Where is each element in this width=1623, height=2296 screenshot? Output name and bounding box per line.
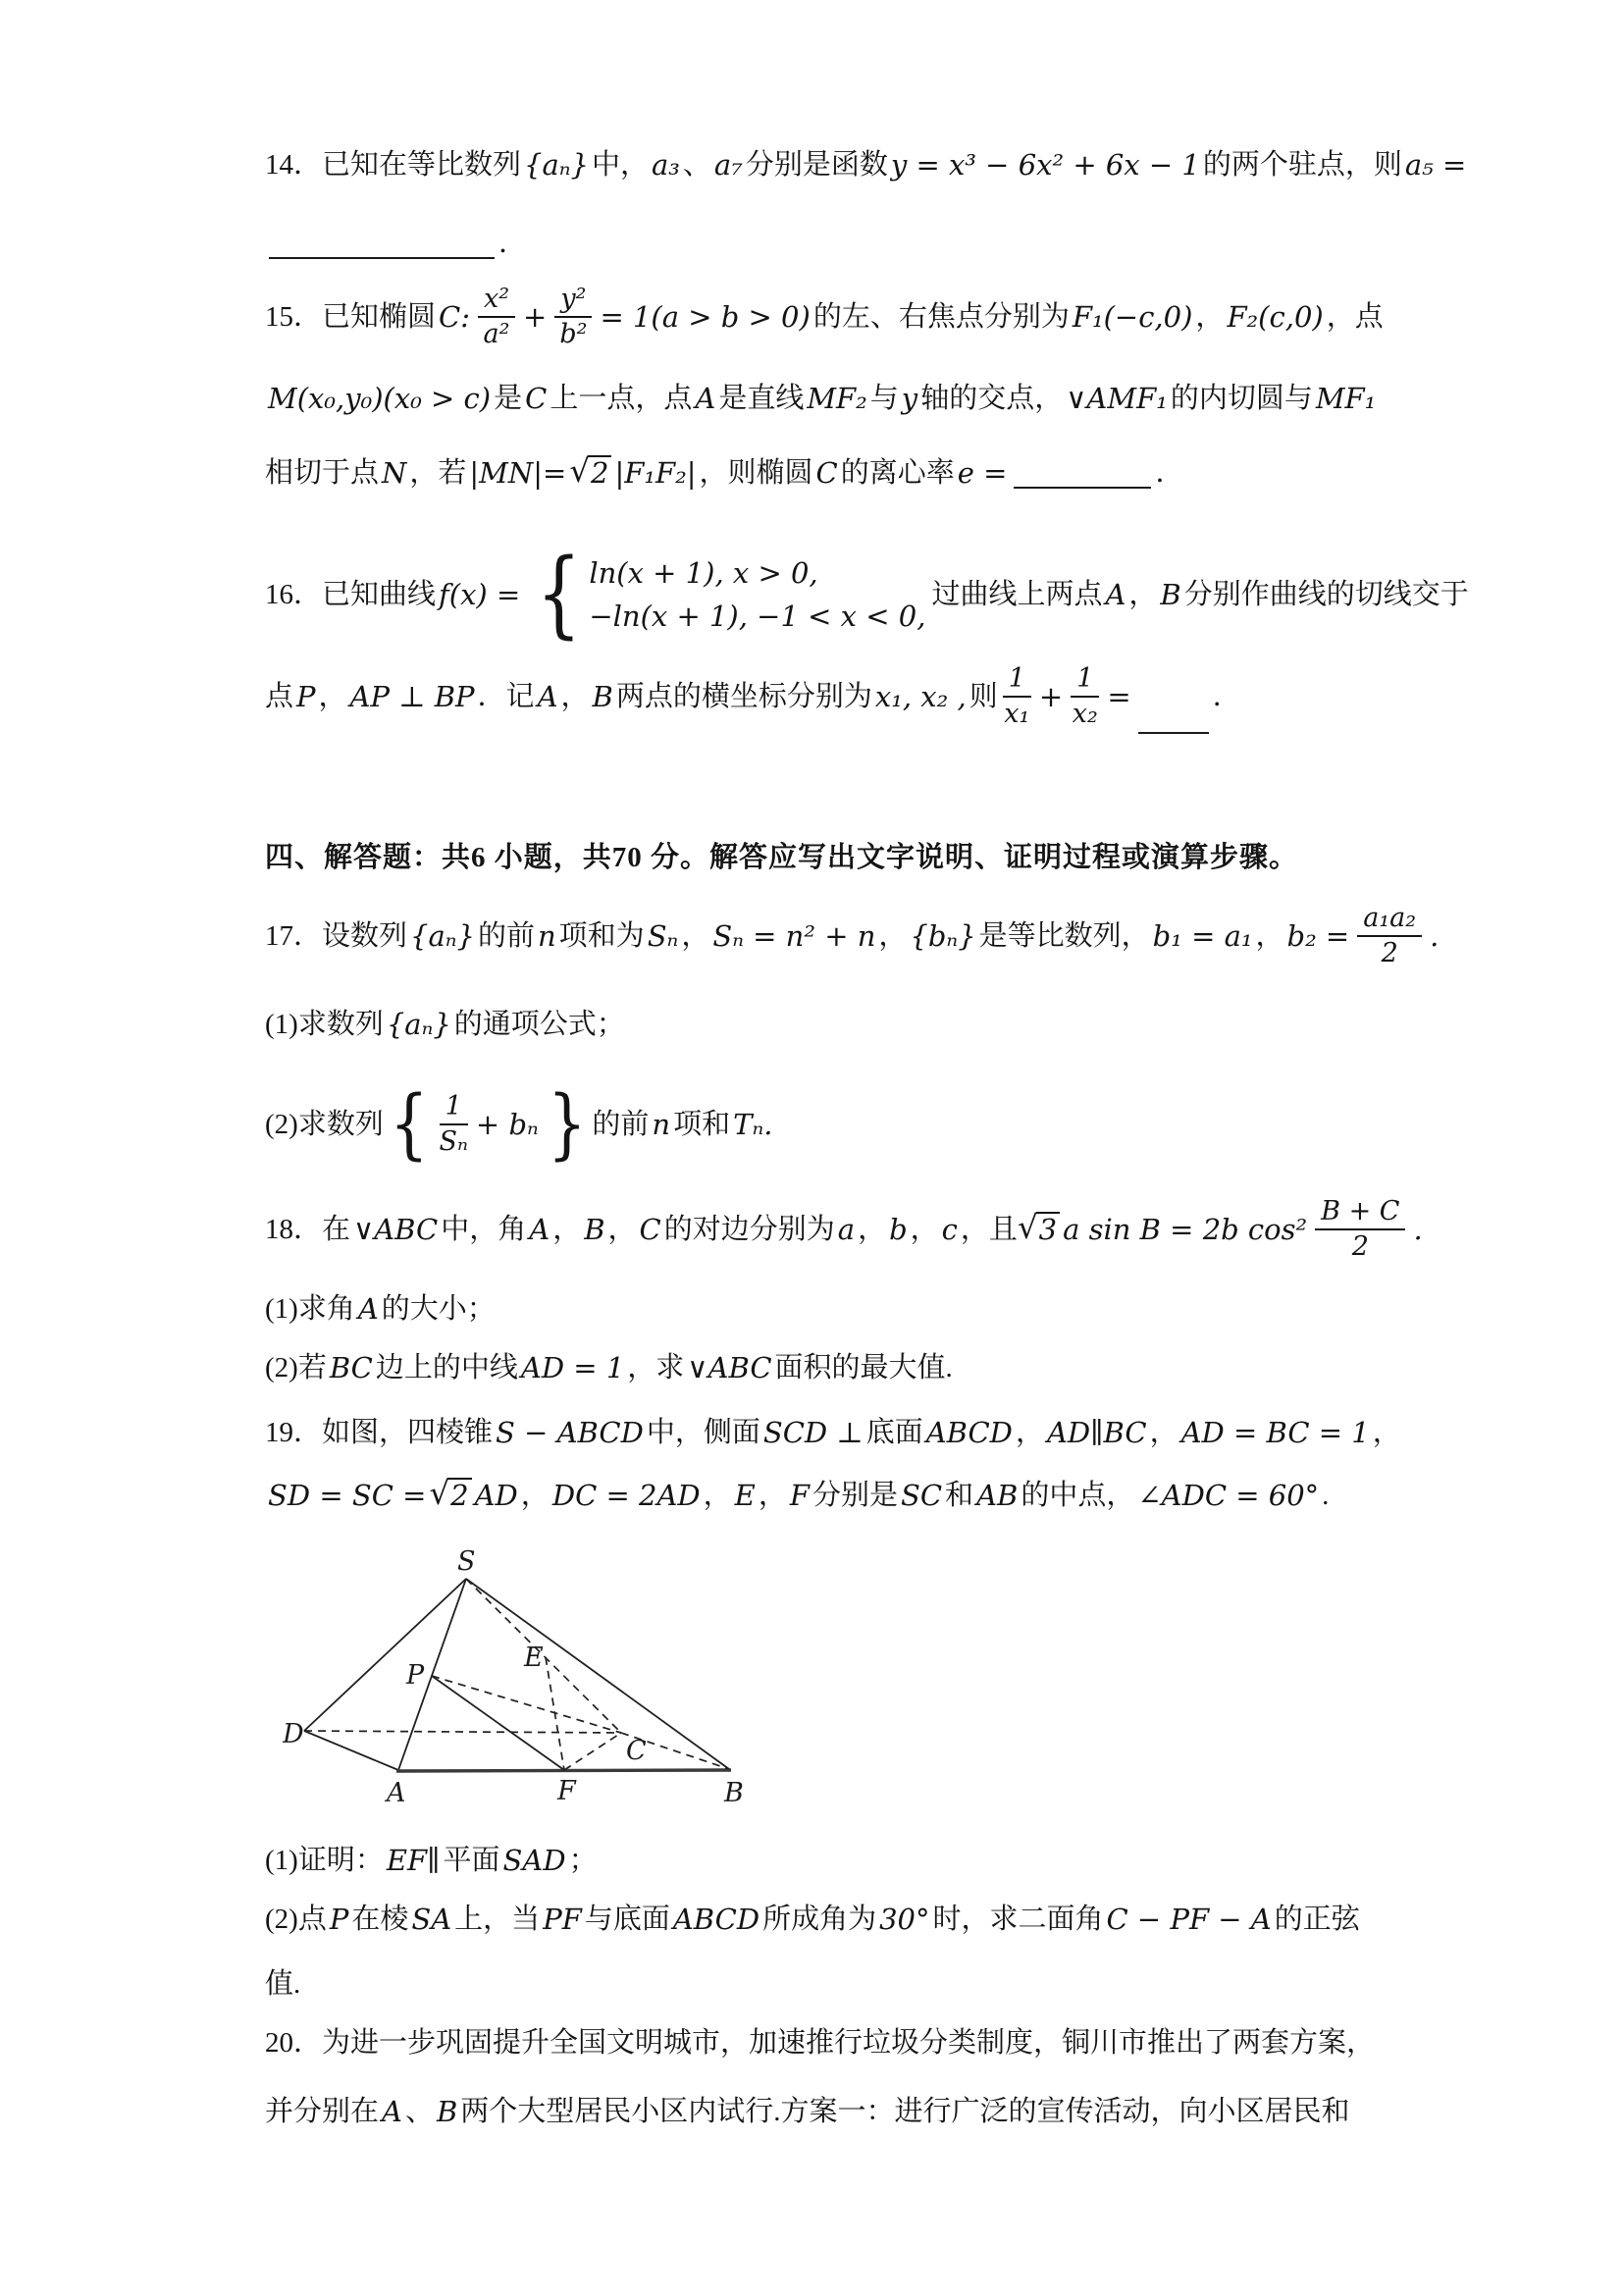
math-run: c: [941, 1212, 958, 1246]
math-run: F₁(−c,0): [1072, 299, 1193, 334]
text-run: 分别作曲线的切线交于: [1183, 578, 1469, 610]
text-run: ，: [1149, 1417, 1178, 1448]
math-run: B: [436, 2095, 458, 2128]
math-run: P: [329, 1903, 349, 1936]
question-19-line-1: [265, 1415, 1401, 1450]
question-19-part-1: [265, 1843, 598, 1878]
case-rows: [589, 555, 925, 635]
math-run: AD: [474, 1479, 518, 1512]
math-run: a₃: [651, 148, 680, 182]
text-run: 的大小；: [381, 1293, 496, 1325]
text-run: 的内切圆与: [1170, 383, 1313, 414]
vertex-label-P: P: [406, 1660, 425, 1691]
math-run: N: [382, 456, 407, 490]
text-run: ，求: [627, 1352, 685, 1383]
text-run: 四、解答题：共6 小题，共70 分。解答应写出文字说明、证明过程或演算步骤。: [265, 842, 1299, 873]
question-19-line-2: [265, 1475, 1330, 1513]
math-run: b₂ =: [1286, 918, 1350, 953]
math-run: AB: [976, 1479, 1019, 1512]
text-run: ，: [758, 1480, 787, 1511]
fraction-numerator: y²: [554, 285, 592, 318]
math-run: n: [652, 1107, 671, 1141]
question-17-part-2: [265, 1077, 775, 1172]
math-run: C: [525, 382, 548, 415]
edge-SB: [466, 1579, 729, 1769]
text-run: ，: [1015, 1417, 1044, 1448]
sqrt-argument: 2: [447, 1478, 471, 1512]
math-run: +: [523, 299, 548, 334]
fraction-numerator: 1: [440, 1092, 468, 1125]
text-run: ，: [520, 1480, 550, 1511]
fraction: [1357, 904, 1422, 967]
text-run: 和: [945, 1480, 974, 1511]
text-run: (1)证明：: [265, 1845, 384, 1876]
math-run: F: [789, 1479, 810, 1512]
math-run: y: [901, 382, 918, 415]
text-run: (2)求数列: [265, 1108, 384, 1140]
math-run: ∠ADC = 60°: [1137, 1479, 1320, 1512]
fraction: [478, 285, 515, 348]
question-20-line-1: [265, 2025, 1375, 2061]
math-run: a₇: [713, 148, 743, 182]
math-run: |MN|=: [469, 456, 567, 490]
edge-PC: [432, 1676, 621, 1733]
math-run: A: [382, 2095, 402, 2128]
math-run: .: [1430, 918, 1440, 953]
text-run: ，: [858, 1213, 887, 1245]
text-run: 上一点，点: [550, 383, 693, 414]
fraction-denominator: 2: [1381, 938, 1398, 968]
text-run: 、: [404, 2096, 434, 2127]
radical-icon: √: [569, 452, 591, 491]
text-run: (1)求数列: [265, 1009, 384, 1040]
edge-FC: [564, 1733, 621, 1770]
text-run: ，: [1195, 300, 1225, 333]
math-run: |F₁F₂|: [614, 456, 697, 490]
text-run: ，: [607, 1213, 637, 1245]
text-run: 是等比数列，: [978, 919, 1150, 952]
math-run: AD∥BC: [1046, 1416, 1147, 1449]
question-18-line-1: [265, 1189, 1426, 1270]
question-16-line-2: [265, 657, 1241, 736]
math-run: C: [815, 456, 838, 490]
text-run: ，: [910, 1213, 939, 1245]
math-run: ∨ABC: [687, 1351, 772, 1384]
math-run: n: [537, 918, 556, 953]
text-run: ，: [1128, 578, 1158, 610]
text-run: (1)求角: [265, 1293, 355, 1325]
question-19-part-2: [265, 1902, 1360, 1937]
fraction-numerator: 1: [1071, 664, 1099, 698]
question-20-line-2: [265, 2094, 1350, 2129]
text-run: ．: [498, 228, 528, 259]
brace: {: [389, 1079, 429, 1169]
math-run: SAD: [502, 1844, 566, 1877]
question-15-line-1: [265, 278, 1384, 356]
fraction: [1071, 664, 1099, 728]
math-run: B: [592, 679, 613, 713]
text-run: 项和为: [558, 919, 645, 952]
math-run: {aₙ}: [386, 1008, 451, 1041]
text-run: 与: [869, 383, 899, 414]
math-run: + bₙ: [475, 1107, 539, 1141]
question-18-part-2: [265, 1350, 953, 1385]
sqrt-argument: 2: [588, 455, 611, 490]
text-run: 、: [682, 149, 711, 181]
text-run: ，: [318, 680, 347, 712]
text-run: 的正弦: [1274, 1904, 1360, 1935]
math-run: Sₙ: [647, 918, 679, 953]
text-run: 所成角为: [762, 1904, 877, 1935]
fraction-denominator: a²: [483, 319, 510, 349]
square-root: [1017, 1209, 1060, 1247]
fraction: [1003, 664, 1031, 728]
text-run: 是直线: [718, 383, 805, 414]
math-run: C: [639, 1212, 661, 1246]
text-run: ，: [703, 1480, 732, 1511]
math-run: A: [529, 1212, 550, 1246]
math-run: EF∥: [386, 1844, 441, 1877]
text-run: 分别是函数: [745, 149, 888, 181]
fraction-denominator: 2: [1351, 1231, 1369, 1262]
math-run: {aₙ}: [524, 148, 589, 182]
math-run: P: [296, 679, 316, 713]
text-run: ，: [878, 919, 908, 952]
text-run: 时，求二面角: [932, 1904, 1104, 1935]
square-root: [569, 452, 611, 491]
text-run: 的通项公式；: [453, 1009, 625, 1040]
math-run: B: [1160, 577, 1181, 611]
fraction-numerator: 1: [1003, 664, 1031, 698]
fraction: [1315, 1197, 1405, 1261]
fraction-denominator: x₂: [1072, 699, 1098, 729]
text-run: 相切于点: [265, 457, 380, 489]
edge-PF: [432, 1676, 564, 1770]
text-run: 平面: [443, 1845, 500, 1876]
math-run: PF: [543, 1903, 582, 1936]
math-run: A: [1105, 577, 1126, 611]
math-run: SCD ⊥: [762, 1416, 864, 1449]
question-16-line-1: [265, 539, 1469, 650]
text-run: 项和: [673, 1108, 731, 1140]
question-15-line-3: [265, 452, 1184, 491]
text-run: ，且: [960, 1213, 1018, 1245]
edge-SD: [304, 1579, 466, 1731]
fraction: [439, 1092, 467, 1156]
math-run: DC = 2AD: [551, 1479, 701, 1512]
text-run: ，: [560, 680, 590, 712]
sqrt-argument: 3: [1036, 1212, 1060, 1246]
question-19-part-2-cont: [265, 1966, 300, 2002]
text-run: .: [1322, 1480, 1330, 1511]
math-run: Tₙ.: [733, 1107, 773, 1141]
math-run: 30°: [879, 1903, 930, 1936]
math-run: A: [695, 382, 716, 415]
math-run: a: [837, 1212, 856, 1246]
math-run: b: [889, 1212, 908, 1246]
math-run: =: [1107, 679, 1131, 713]
math-run: F₂(c,0): [1227, 299, 1324, 334]
text-run: 分别是: [812, 1480, 898, 1511]
question-14-line-1: [265, 147, 1469, 183]
answer-blank: [1138, 703, 1209, 734]
math-run: ABCD: [925, 1416, 1013, 1449]
piecewise-cases: [529, 539, 926, 650]
fraction-numerator: x²: [478, 285, 515, 318]
text-run: 底面: [865, 1417, 923, 1448]
text-run: ；: [568, 1845, 598, 1876]
math-run: .: [1413, 1212, 1423, 1246]
math-run: ABCD: [672, 1903, 760, 1936]
section-4-header: [265, 840, 1298, 875]
vertex-label-C: C: [626, 1736, 647, 1766]
text-run: 点: [265, 680, 294, 712]
text-run: 是: [494, 383, 523, 414]
text-run: ，点: [1326, 300, 1384, 333]
math-run: f(x) =: [439, 577, 521, 611]
fraction-numerator: B + C: [1315, 1197, 1405, 1230]
math-run: S − ABCD: [496, 1416, 644, 1449]
text-run: 16．已知曲线: [265, 578, 437, 610]
math-run: C:: [439, 299, 470, 334]
math-run: AD = 1: [520, 1351, 625, 1384]
case-row: ln(x + 1), x > 0,: [589, 555, 818, 590]
math-run: = 1(a > b > 0): [600, 299, 811, 334]
math-run: Sₙ = n² + n: [712, 918, 876, 953]
case-row: −ln(x + 1), −1 < x < 0,: [589, 600, 926, 633]
text-run: 则: [969, 680, 998, 712]
math-run: MF₂: [807, 382, 867, 415]
math-run: ∨ABC: [353, 1212, 439, 1246]
text-run: 的前: [477, 919, 535, 952]
text-run: 两个大型居民小区内试行.方案一：进行广泛的宣传活动，向小区居民和: [460, 2096, 1350, 2127]
math-run: +: [1038, 679, 1064, 713]
square-root: [429, 1475, 471, 1513]
fraction-denominator: x₁: [1004, 699, 1030, 729]
text-run: ．: [1155, 457, 1184, 489]
text-run: ，: [1372, 1417, 1401, 1448]
text-run: ，: [681, 919, 710, 952]
math-run: b₁ = a₁: [1152, 918, 1253, 953]
text-run: 的中点，: [1021, 1480, 1135, 1511]
vertex-label-B: B: [724, 1778, 744, 1808]
question-17-line-1: [265, 897, 1441, 975]
answer-blank: [269, 228, 495, 259]
brace: }: [547, 1079, 587, 1169]
math-run: x₁, x₂ ,: [874, 679, 967, 713]
math-run: y = x³ − 6x² + 6x − 1: [890, 148, 1200, 182]
text-run: 18．在: [265, 1213, 351, 1245]
text-run: 在棱: [351, 1904, 409, 1935]
text-run: ，则椭圆: [699, 457, 813, 489]
text-run: 的离心率: [840, 457, 955, 489]
text-run: 边上的中线: [375, 1352, 518, 1383]
question-17-part-1: [265, 1007, 625, 1042]
text-run: 17．设数列: [265, 919, 408, 952]
edge-DC: [304, 1731, 621, 1733]
text-run: 过曲线上两点: [931, 578, 1103, 610]
left-brace: {: [536, 539, 582, 650]
text-run: ，: [1255, 919, 1284, 952]
text-run: 中，角: [441, 1213, 527, 1245]
vertex-label-E: E: [524, 1643, 544, 1673]
math-run: SD = SC =: [268, 1479, 427, 1512]
fraction-numerator: a₁a₂: [1357, 904, 1422, 937]
text-run: 的两个驻点，则: [1202, 149, 1402, 181]
text-run: 的对边分别为: [663, 1213, 835, 1245]
math-run: {bₙ}: [910, 918, 976, 953]
math-run: BC: [329, 1351, 373, 1384]
math-run: B: [584, 1212, 605, 1246]
pyramid-figure: [283, 1546, 754, 1816]
text-run: 两点的横坐标分别为: [615, 680, 872, 712]
math-run: M(x₀,y₀)(x₀ > c): [268, 382, 492, 415]
math-run: {aₙ}: [410, 918, 475, 953]
answer-blank: [1014, 457, 1151, 489]
text-run: 的左、右焦点分别为: [812, 300, 1070, 333]
text-run: ．记: [477, 680, 535, 712]
question-18-part-1: [265, 1291, 496, 1327]
text-run: 中，侧面: [646, 1417, 760, 1448]
text-run: 轴的交点，: [920, 383, 1064, 414]
text-run: 与底面: [584, 1904, 670, 1935]
radical-icon: √: [1017, 1209, 1038, 1247]
question-14-answer-line: [265, 226, 527, 261]
math-run: AP ⊥ BP: [349, 679, 475, 713]
text-run: 值.: [265, 1968, 301, 2000]
math-run: SC: [900, 1479, 943, 1512]
text-run: 14．已知在等比数列: [265, 149, 522, 181]
math-run: a sin B = 2b cos²: [1063, 1212, 1308, 1246]
edge-DA: [304, 1731, 398, 1770]
text-run: 并分别在: [265, 2096, 380, 2127]
text-run: ，若: [409, 457, 467, 489]
text-run: (2)若: [265, 1352, 327, 1383]
vertex-label-D: D: [283, 1719, 304, 1749]
text-run: 中，: [591, 149, 649, 181]
math-run: A: [537, 679, 558, 713]
vertex-label-A: A: [387, 1778, 406, 1808]
math-run: SA: [411, 1903, 452, 1936]
fraction-denominator: Sₙ: [439, 1126, 468, 1157]
math-run: e =: [957, 456, 1008, 490]
text-run: ，: [552, 1213, 582, 1245]
radical-icon: √: [429, 1475, 450, 1513]
math-run: A: [357, 1292, 379, 1326]
fraction: [554, 285, 592, 348]
text-run: ．: [1212, 680, 1241, 712]
math-run: C − PF − A: [1106, 1903, 1272, 1936]
math-run: AD = BC = 1: [1180, 1416, 1370, 1449]
question-15-line-2: [265, 381, 1379, 416]
fraction-denominator: b²: [559, 319, 588, 349]
math-run: E: [734, 1479, 756, 1512]
math-run: a₅ =: [1404, 148, 1467, 182]
math-run: MF₁: [1315, 382, 1377, 415]
text-run: 15．已知椭圆: [265, 300, 437, 333]
vertex-label-S: S: [457, 1546, 476, 1577]
math-run: ∨AMF₁: [1066, 382, 1168, 415]
text-run: 的前: [592, 1108, 650, 1140]
vertex-label-F: F: [557, 1776, 576, 1806]
text-run: 面积的最大值.: [774, 1352, 953, 1383]
text-run: 19．如图，四棱锥: [265, 1417, 494, 1448]
text-run: (2)点: [265, 1904, 327, 1935]
text-run: 20．为进一步巩固提升全国文明城市，加速推行垃圾分类制度，铜川市推出了两套方案，: [265, 2027, 1376, 2059]
text-run: 上，当: [454, 1904, 541, 1935]
